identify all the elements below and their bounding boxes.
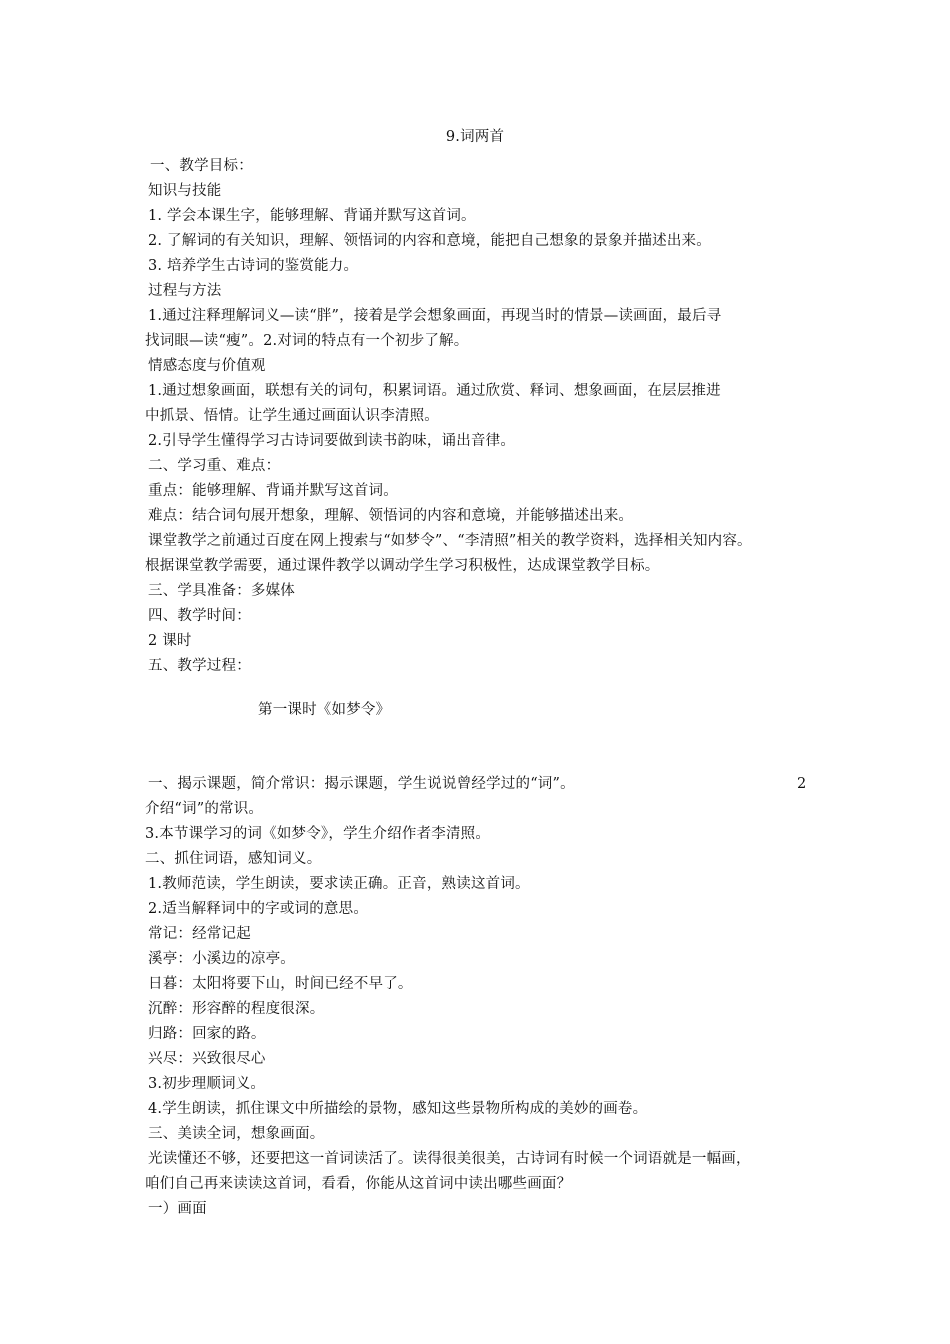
text-line: 2.引导学生懂得学习古诗词要做到读书韵味，诵出音律。 [148, 433, 516, 449]
text-line: 二、抓住词语，感知词义。 [145, 851, 322, 867]
text-line: 二、学习重、难点： [148, 458, 281, 474]
document-title: 9.词两首 [445, 129, 505, 145]
text-line: 根据课堂教学需要，通过课件教学以调动学生学习积极性，达成课堂教学目标。 [145, 558, 660, 574]
text-line: 一、揭示课题，简介常识：揭示课题，学生说说曾经学过的“词”。 [148, 776, 575, 792]
text-line: 三、美读全词，想象画面。 [148, 1126, 325, 1142]
page-number: 2 [797, 776, 807, 792]
text-line: 2. 了解词的有关知识，理解、领悟词的内容和意境，能把自己想象的景象并描述出来。 [148, 233, 711, 249]
text-line: 常记：经常记起 [148, 926, 251, 942]
text-line: 2 课时 [148, 633, 192, 649]
text-line: 介绍“词”的常识。 [145, 801, 264, 817]
text-line: 2.适当解释词中的字或词的意思。 [148, 901, 369, 917]
text-line: 沉醉：形容醉的程度很深。 [148, 1001, 325, 1017]
text-line: 兴尽：兴致很尽心 [148, 1051, 266, 1067]
text-line: 一）画面 [148, 1201, 207, 1217]
text-line: 光读懂还不够，还要把这一首词读活了。读得很美很美，古诗词有时候一个词语就是一幅画， [148, 1151, 751, 1167]
text-line: 1.教师范读，学生朗读，要求读正确。正音，熟读这首词。 [148, 876, 530, 892]
text-line: 四、教学时间： [148, 608, 251, 624]
text-line: 难点：结合词句展开想象，理解、领悟词的内容和意境，并能够描述出来。 [148, 508, 634, 524]
text-line: 日暮：太阳将要下山，时间已经不早了。 [148, 976, 413, 992]
text-line: 1.通过注释理解词义—读“胖”，接着是学会想象画面，再现当时的情景—读画面，最后寻 [148, 308, 722, 324]
text-line: 三、学具准备：多媒体 [148, 583, 295, 599]
text-line: 归路：回家的路。 [148, 1026, 266, 1042]
text-line: 过程与方法 [148, 283, 222, 299]
text-line: 知识与技能 [148, 183, 222, 199]
text-line: 4.学生朗读，抓住课文中所描绘的景物，感知这些景物所构成的美妙的画卷。 [148, 1101, 648, 1117]
text-line: 咱们自己再来读读这首词，看看，你能从这首词中读出哪些画面？ [145, 1176, 572, 1192]
text-line: 课堂教学之前通过百度在网上搜索与“如梦令”、“李清照”相关的教学资料，选择相关知内容。 [148, 533, 752, 549]
text-line: 五、教学过程： [148, 658, 251, 674]
text-line: 中抓景、悟情。让学生通过画面认识李清照。 [145, 408, 439, 424]
text-line: 1. 学会本课生字，能够理解、背诵并默写这首词。 [148, 208, 476, 224]
text-line: 重点：能够理解、背诵并默写这首词。 [148, 483, 398, 499]
text-line: 1.通过想象画面，联想有关的词句，积累词语。通过欣赏、释词、想象画面，在层层推进 [148, 383, 721, 399]
lesson-subtitle: 第一课时《如梦令》 [258, 702, 391, 718]
text-line: 溪亭：小溪边的凉亭。 [148, 951, 295, 967]
text-line: 3.初步理顺词义。 [148, 1076, 266, 1092]
text-line: 情感态度与价值观 [148, 358, 266, 374]
text-line: 找词眼—读“瘦”。2.对词的特点有一个初步了解。 [145, 333, 469, 349]
text-line: 一、教学目标： [150, 158, 253, 174]
text-line: 3.本节课学习的词《如梦令》，学生介绍作者李清照。 [145, 826, 491, 842]
text-line: 3. 培养学生古诗词的鉴赏能力。 [148, 258, 359, 274]
